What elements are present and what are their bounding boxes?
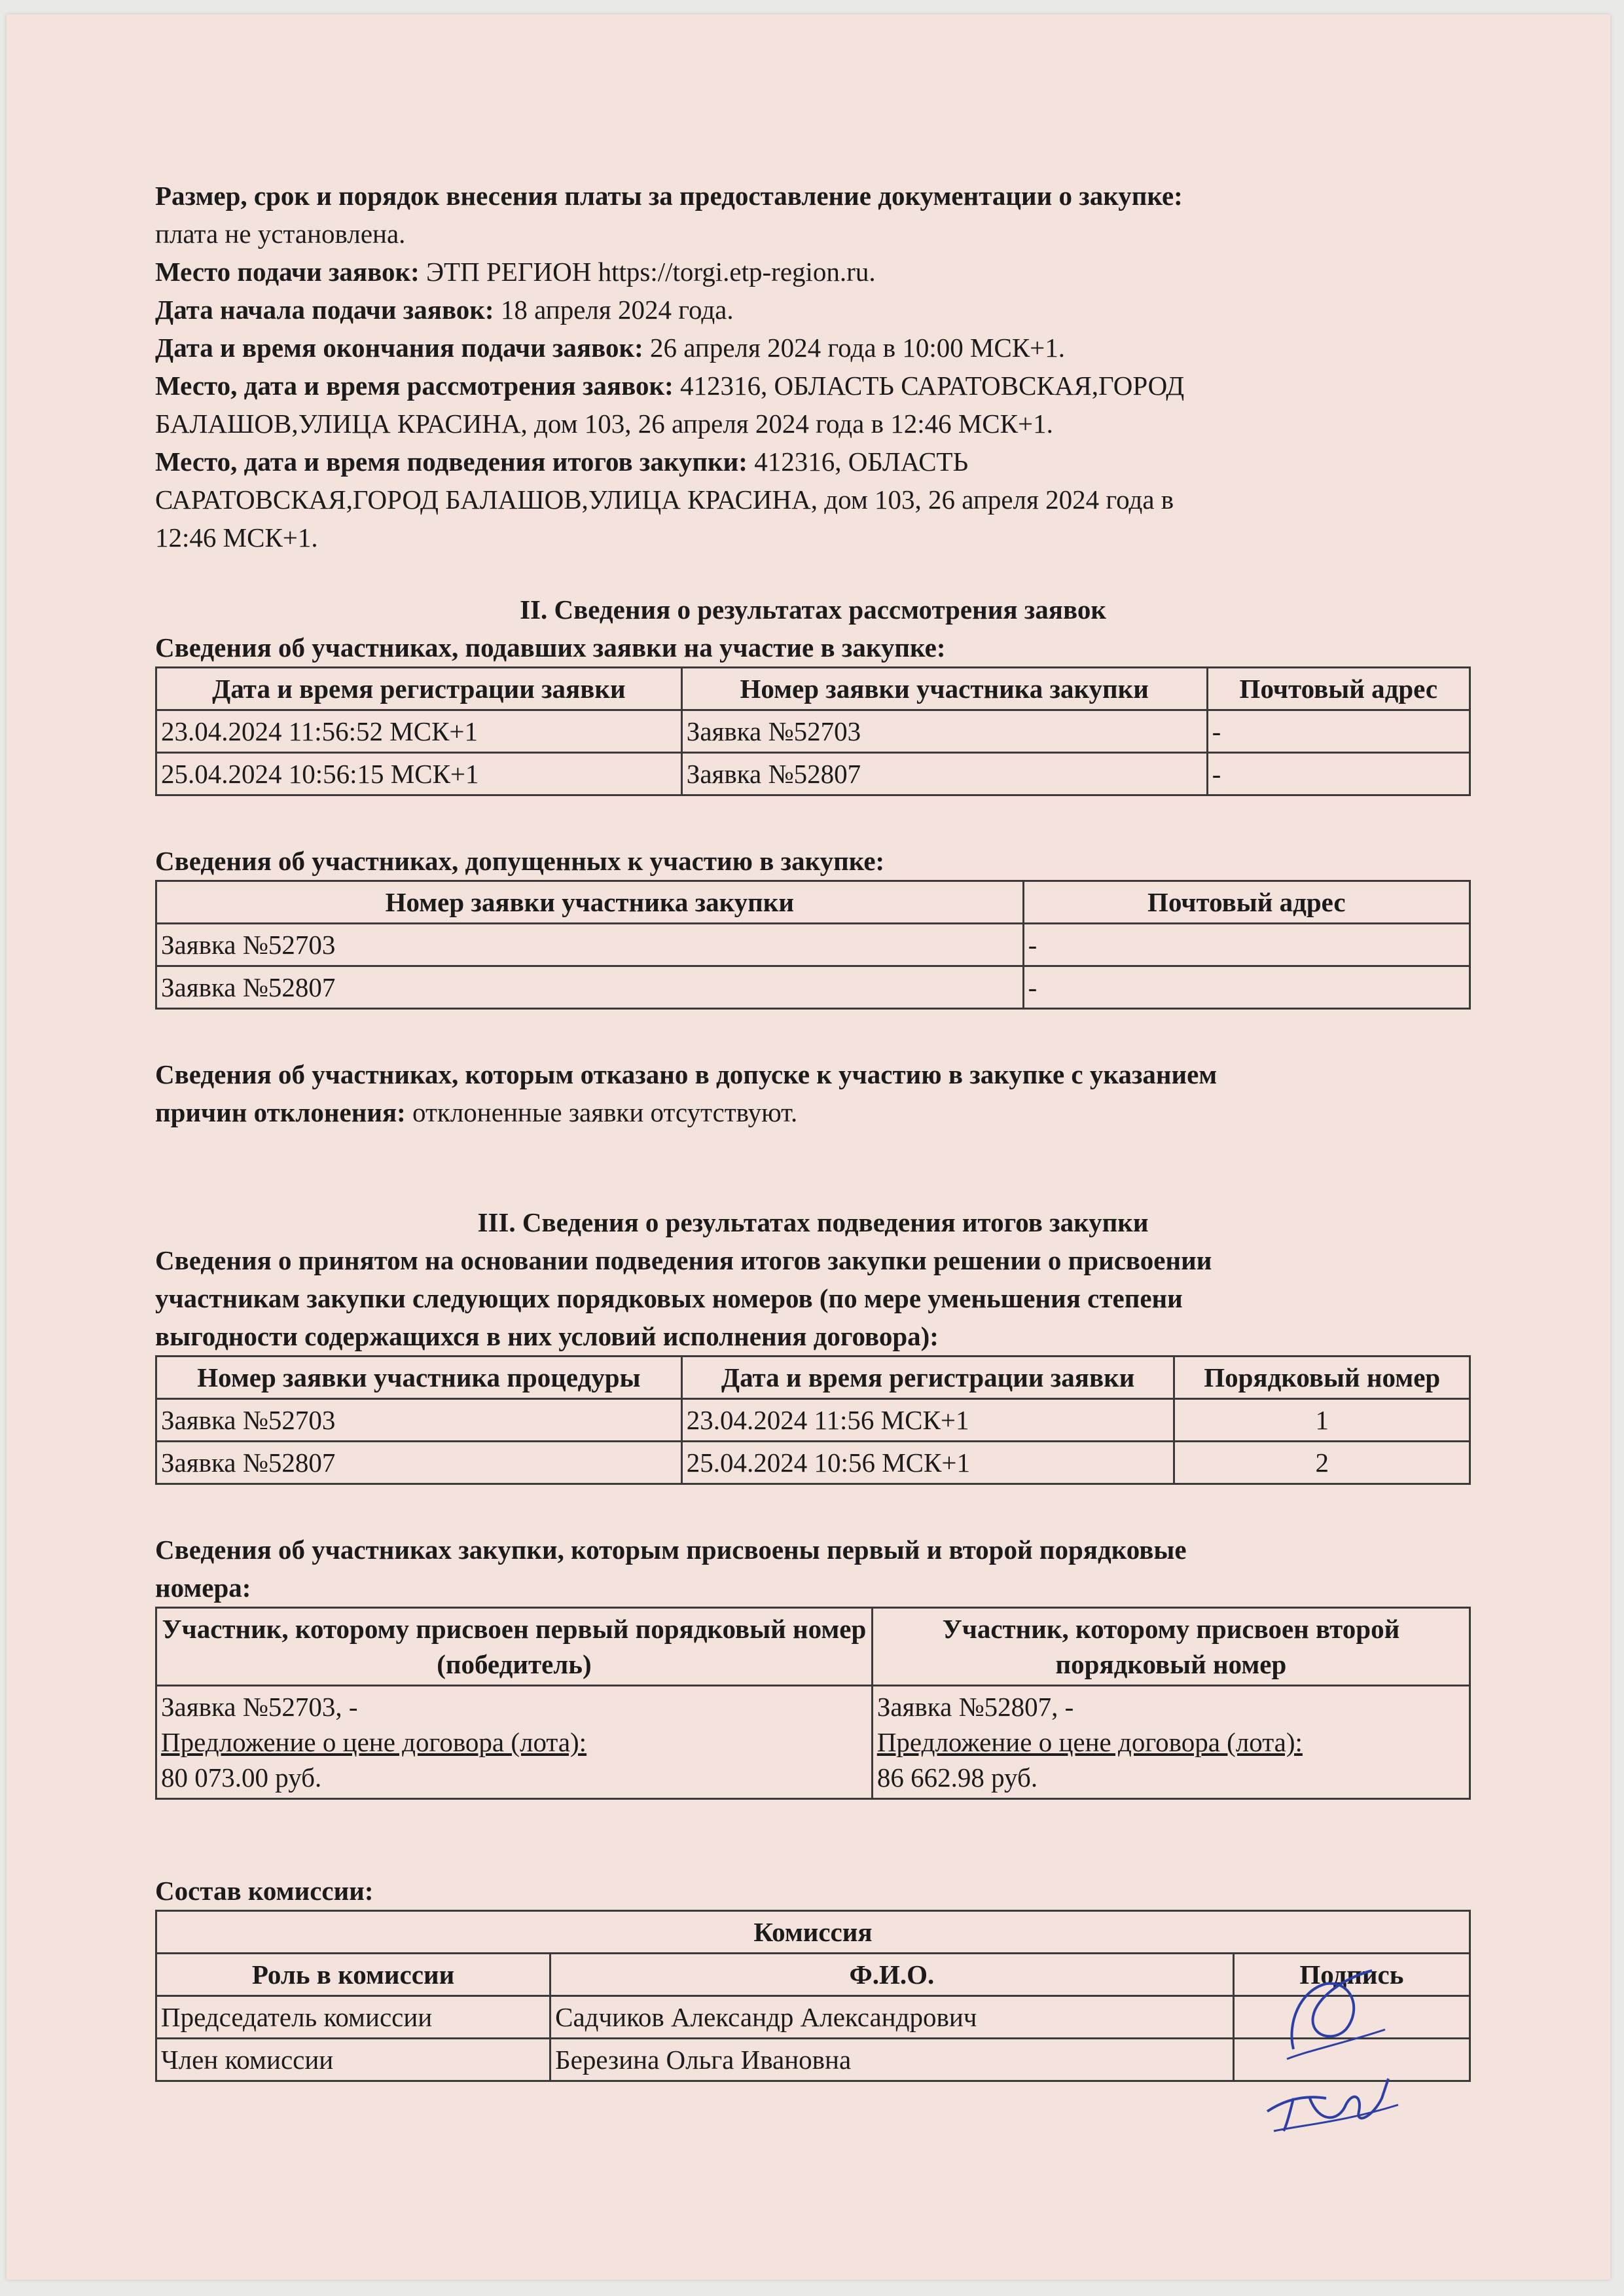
column-header: Дата и время регистрации заявки (156, 668, 682, 710)
first-price: 80 073.00 руб. (161, 1762, 322, 1793)
second-price: 86 662.98 руб. (876, 1762, 1038, 1793)
table-row (156, 1442, 1470, 1484)
end-line (155, 329, 1471, 367)
rejected-line (155, 1093, 1471, 1131)
table-row (156, 1996, 1470, 2039)
table-cell: 1 (1174, 1399, 1470, 1442)
review-line (155, 367, 1471, 405)
review-line-2: БАЛАШОВ,УЛИЦА КРАСИНА, дом 103, 26 апреля 2024 года в 12:46 МСК+1. (155, 409, 1053, 439)
table-header-row (156, 668, 1470, 710)
table-title-row (156, 1911, 1470, 1954)
table-cell: 23.04.2024 11:56:52 МСК+1 (156, 710, 682, 753)
commission-table-title: Комиссия (156, 1911, 1470, 1954)
column-header: Подпись (1233, 1954, 1470, 1996)
decision-text-2: участникам закупки следующих порядковых номеров (по мере уменьшения степени (155, 1283, 1183, 1313)
summary-line-2: САРАТОВСКАЯ,ГОРОД БАЛАШОВ,УЛИЦА КРАСИНА, дом 103, 26 апреля 2024 года в (155, 484, 1174, 515)
end-label: Дата и время окончания подачи заявок: (155, 333, 643, 363)
table-cell: - (1023, 966, 1470, 1009)
column-header: Номер заявки участника процедуры (156, 1357, 682, 1399)
table-header-row (156, 881, 1470, 924)
second-place-cell (872, 1686, 1470, 1799)
table-cell: - (1023, 924, 1470, 966)
summary-label: Место, дата и время подведения итогов закупки: (155, 446, 748, 477)
signature-cell (1233, 1996, 1470, 2039)
submitted-title: Сведения об участниках, подавших заявки на участие в закупке: (155, 632, 946, 663)
fee-value: плата не установлена. (155, 219, 406, 249)
column-header: Порядковый номер (1174, 1357, 1470, 1399)
column-header: Номер заявки участника закупки (681, 668, 1207, 710)
table-cell: Заявка №52703 (156, 924, 1024, 966)
signature-member-icon (1248, 2033, 1418, 2157)
submitted-table (155, 666, 1471, 796)
document-content (155, 177, 1471, 2082)
second-offer-label: Предложение о цене договора (лота): (876, 1727, 1303, 1757)
winners-table (155, 1607, 1471, 1800)
commission-title: Состав комиссии: (155, 1876, 374, 1906)
table-cell: Член комиссии (156, 2039, 550, 2081)
column-header: Ф.И.О. (550, 1954, 1234, 1996)
first-place-cell (156, 1686, 873, 1799)
section-2-title: II. Сведения о результатах рассмотрения заявок (520, 594, 1106, 625)
table-row (156, 710, 1470, 753)
ranking-table (155, 1355, 1471, 1485)
decision-text-3: выгодности содержащихся в них условий исполнения договора): (155, 1321, 939, 1351)
table-cell: 25.04.2024 10:56:15 МСК+1 (156, 753, 682, 795)
admitted-table (155, 880, 1471, 1010)
fee-line (155, 177, 1471, 215)
table-header-row (156, 1357, 1470, 1399)
table-cell: Заявка №52703 (156, 1399, 682, 1442)
signature-cell (1233, 2039, 1470, 2081)
table-cell: 2 (1174, 1442, 1470, 1484)
column-header: Участник, которому присвоен первый порядковый номер (победитель) (156, 1608, 873, 1686)
place-label: Место подачи заявок: (155, 257, 420, 287)
table-cell: Заявка №52807 (156, 1442, 682, 1484)
table-cell: Председатель комиссии (156, 1996, 550, 2039)
table-header-row (156, 1608, 1470, 1686)
table-cell: Заявка №52703 (681, 710, 1207, 753)
table-cell: Садчиков Александр Александрович (550, 1996, 1234, 2039)
place-value: ЭТП РЕГИОН https://torgi.etp-region.ru. (425, 257, 876, 287)
first-bid: Заявка №52703, - (161, 1692, 358, 1722)
table-row (156, 1686, 1470, 1799)
place-line (155, 253, 1471, 291)
table-cell: 25.04.2024 10:56 МСК+1 (681, 1442, 1174, 1484)
table-row (156, 966, 1470, 1009)
winners-title-1: Сведения об участниках закупки, которым присвоены первый и второй порядковые (155, 1535, 1187, 1565)
document-page (7, 14, 1610, 2280)
second-bid: Заявка №52807, - (876, 1692, 1074, 1722)
column-header: Почтовый адрес (1207, 668, 1470, 710)
column-header: Дата и время регистрации заявки (681, 1357, 1174, 1399)
start-value: 18 апреля 2024 года. (500, 295, 734, 325)
table-cell: - (1207, 753, 1470, 795)
table-cell: Березина Ольга Ивановна (550, 2039, 1234, 2081)
start-line (155, 291, 1471, 329)
column-header: Почтовый адрес (1023, 881, 1470, 924)
column-header: Участник, которому присвоен второй порядковый номер (872, 1608, 1470, 1686)
rejected-label: причин отклонения: (155, 1097, 406, 1127)
start-label: Дата начала подачи заявок: (155, 295, 494, 325)
table-row (156, 924, 1470, 966)
column-header: Номер заявки участника закупки (156, 881, 1024, 924)
table-cell: Заявка №52807 (681, 753, 1207, 795)
table-row (156, 2039, 1470, 2081)
table-cell: Заявка №52807 (156, 966, 1024, 1009)
table-cell: - (1207, 710, 1470, 753)
summary-line-3: 12:46 МСК+1. (155, 522, 318, 553)
rejected-title: Сведения об участниках, которым отказано в допуске к участию в закупке с указанием (155, 1059, 1218, 1089)
rejected-value: отклоненные заявки отсутствуют. (412, 1097, 798, 1127)
summary-value: 412316, ОБЛАСТЬ (754, 446, 969, 477)
table-row (156, 753, 1470, 795)
fee-label: Размер, срок и порядок внесения платы за предоставление документации о закупке: (155, 181, 1183, 211)
decision-text-1: Сведения о принятом на основании подведения итогов закупки решении о присвоении (155, 1245, 1212, 1275)
table-cell: 23.04.2024 11:56 МСК+1 (681, 1399, 1174, 1442)
summary-line (155, 443, 1471, 481)
table-row (156, 1399, 1470, 1442)
end-value: 26 апреля 2024 года в 10:00 МСК+1. (650, 333, 1066, 363)
commission-table (155, 1910, 1471, 2082)
section-3-title: III. Сведения о результатах подведения итогов закупки (477, 1207, 1149, 1237)
column-header: Роль в комиссии (156, 1954, 550, 1996)
admitted-title: Сведения об участниках, допущенных к участию в закупке: (155, 846, 885, 876)
winners-title-2: номера: (155, 1573, 251, 1603)
review-value: 412316, ОБЛАСТЬ САРАТОВСКАЯ,ГОРОД (680, 371, 1185, 401)
review-label: Место, дата и время рассмотрения заявок: (155, 371, 674, 401)
first-offer-label: Предложение о цене договора (лота): (161, 1727, 587, 1757)
